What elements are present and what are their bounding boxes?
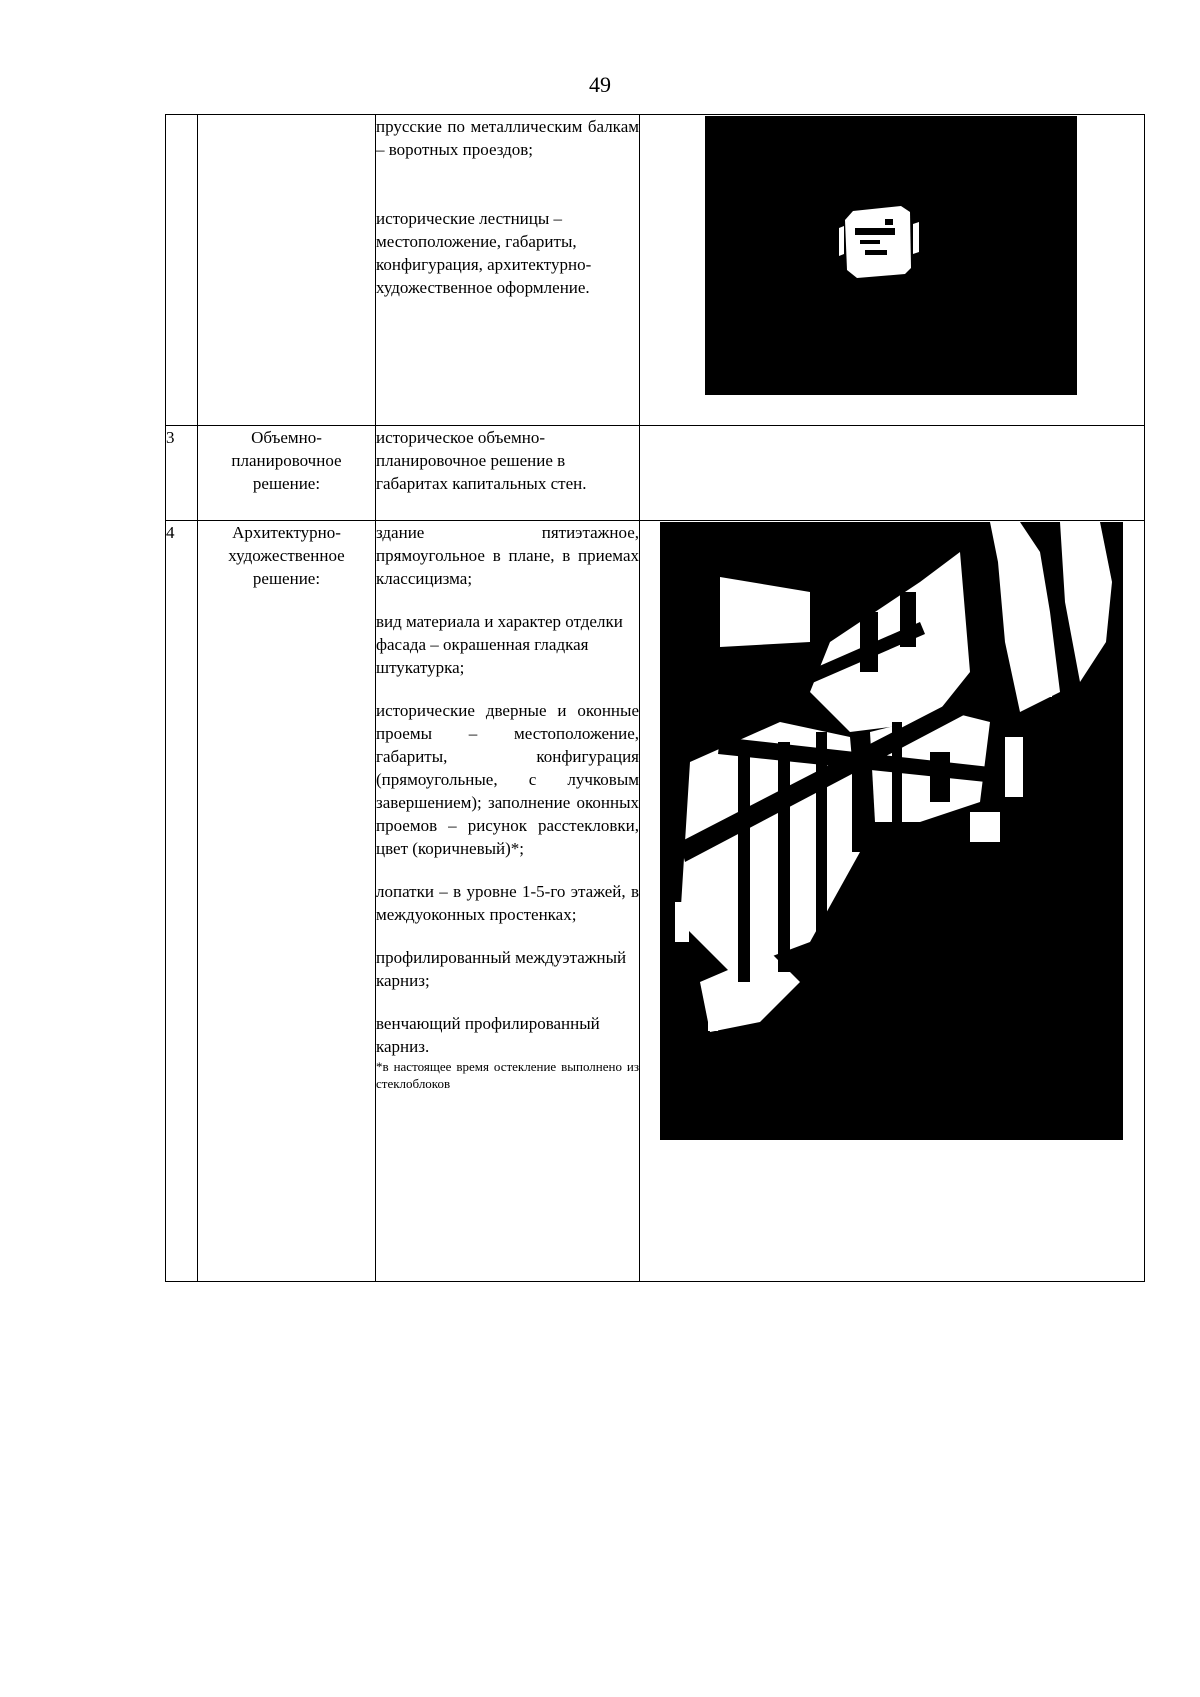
row-name-cell: Архитектурно-художественное решение: bbox=[198, 521, 376, 1282]
description-item: венчающий профилированный карниз. bbox=[376, 1014, 600, 1056]
footnote: *в настоящее время остекление выполнено из стеклоблоков bbox=[376, 1059, 639, 1091]
description-item: историческое объемно-планировочное решение в габаритах капитальных стен. bbox=[376, 428, 587, 493]
description-item: исторические дверные и оконные проемы – местоположение, габариты, конфигурация (прямоугольные, с лучковым завершением); заполнение оконных проемов – рисунок расстекловки, цвет (коричневый)*; bbox=[376, 701, 639, 858]
row-name-cell bbox=[198, 115, 376, 426]
row-description-cell bbox=[376, 521, 640, 1282]
table-row bbox=[166, 426, 1145, 521]
description-item: лопатки – в уровне 1-5-го этажей, в междуоконных простенках; bbox=[376, 882, 639, 924]
table-row bbox=[166, 521, 1145, 1282]
photo-cell bbox=[640, 521, 1145, 1282]
page-number: 49 bbox=[589, 72, 611, 97]
description-item: прусские по металлическим балкам – воротных проездов; bbox=[376, 117, 639, 159]
row-number-cell bbox=[166, 115, 198, 426]
description-item: вид материала и характер отделки фасада – окрашенная гладкая штукатурка; bbox=[376, 612, 623, 677]
row-number-cell: 3 bbox=[166, 426, 198, 521]
row-description-cell bbox=[376, 426, 640, 521]
photo-cell bbox=[640, 426, 1145, 521]
row-description-cell bbox=[376, 115, 640, 426]
facade-photo bbox=[660, 522, 1123, 1140]
staircase-photo bbox=[705, 116, 1077, 395]
table-row bbox=[166, 115, 1145, 426]
photo-cell bbox=[640, 115, 1145, 426]
row-number-cell: 4 bbox=[166, 521, 198, 1282]
description-item: здание пятиэтажное, прямоугольное в плане, в приемах классицизма; bbox=[376, 523, 639, 588]
row-name-cell: Объемно-планировочное решение: bbox=[198, 426, 376, 521]
monument-description-table bbox=[165, 114, 1145, 1282]
description-item: профилированный междуэтажный карниз; bbox=[376, 948, 627, 990]
description-item: исторические лестницы – местоположение, габариты, конфигурация, архитектурно-художественное оформление. bbox=[376, 209, 592, 297]
